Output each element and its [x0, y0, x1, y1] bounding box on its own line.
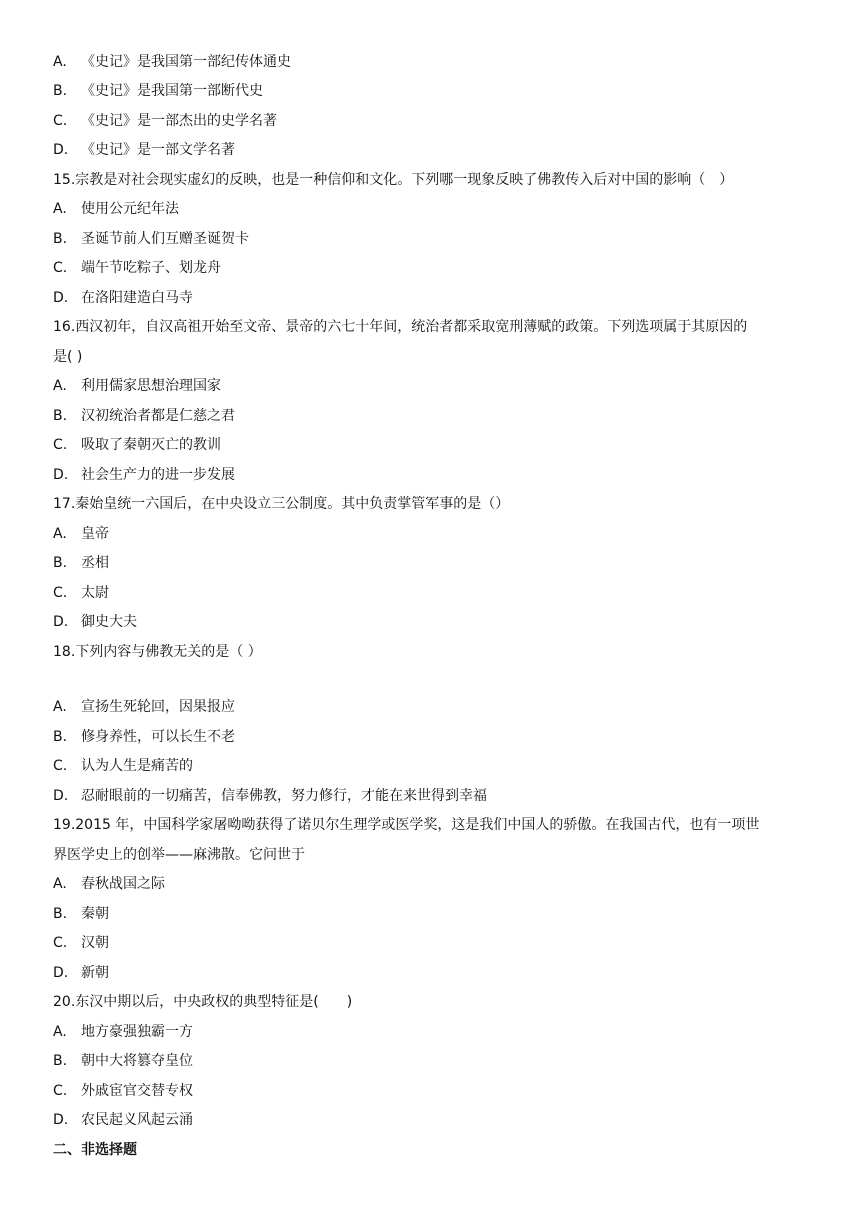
option-line	[53, 756, 193, 776]
option-letter: B.	[53, 729, 68, 745]
option-letter: A.	[53, 201, 67, 217]
option-line	[53, 727, 235, 747]
option-letter: A.	[53, 699, 67, 715]
option-letter: A.	[53, 54, 67, 70]
option-line	[53, 465, 235, 485]
option-text: 丞相	[81, 555, 109, 571]
question-text: 西汉初年，自汉高祖开始至文帝、景帝的六七十年间，统治者都采取宽刑薄赋的政策。下列选项属于其原因的	[75, 319, 748, 335]
option-text: 秦朝	[81, 906, 109, 922]
question-line	[53, 815, 759, 835]
option-letter: B.	[53, 83, 68, 99]
question-number: 17.	[53, 496, 76, 512]
option-letter: C.	[53, 260, 68, 276]
option-line	[53, 786, 487, 806]
option-text: 汉初统治者都是仁慈之君	[81, 408, 235, 424]
option-letter: A.	[53, 378, 67, 394]
option-letter: C.	[53, 585, 68, 601]
option-text: 在洛阳建造白马寺	[81, 290, 193, 306]
option-line	[53, 524, 109, 544]
option-text: 外戚宦官交替专权	[81, 1083, 193, 1099]
option-text: 圣诞节前人们互赠圣诞贺卡	[81, 231, 249, 247]
option-text: 《史记》是一部杰出的史学名著	[81, 113, 277, 129]
question-number: 20.	[53, 994, 76, 1010]
question-line	[53, 642, 262, 662]
question-number: 15.	[53, 172, 76, 188]
option-letter: B.	[53, 231, 68, 247]
option-letter: D.	[53, 614, 69, 630]
option-text: 《史记》是我国第一部纪传体通史	[81, 54, 291, 70]
option-line	[53, 406, 235, 426]
option-letter: D.	[53, 467, 69, 483]
option-line	[53, 376, 221, 396]
option-text: 地方豪强独霸一方	[81, 1024, 193, 1040]
question-text: 界医学史上的创举——麻沸散。它问世于	[53, 847, 305, 863]
option-line	[53, 963, 109, 983]
option-letter: A.	[53, 876, 67, 892]
question-text: 东汉中期以后，中央政权的典型特征是( )	[75, 994, 353, 1010]
question-line	[53, 170, 733, 190]
option-line	[53, 140, 235, 160]
option-text: 认为人生是痛苦的	[81, 758, 193, 774]
option-text: 宣扬生死轮回，因果报应	[81, 699, 235, 715]
question-text: 是( )	[53, 349, 83, 365]
option-text: 《史记》是我国第一部断代史	[81, 83, 263, 99]
option-line	[53, 612, 137, 632]
option-text: 社会生产力的进一步发展	[81, 467, 235, 483]
option-line	[53, 1110, 193, 1130]
option-line	[53, 435, 221, 455]
option-letter: C.	[53, 113, 68, 129]
option-line	[53, 229, 249, 249]
option-line	[53, 1022, 193, 1042]
option-text: 朝中大将篡夺皇位	[81, 1053, 193, 1069]
question-continuation	[53, 845, 305, 865]
option-text: 使用公元纪年法	[81, 201, 179, 217]
option-line	[53, 52, 291, 72]
option-letter: D.	[53, 788, 69, 804]
section-heading: 二、非选择题	[53, 1142, 137, 1158]
option-letter: B.	[53, 906, 68, 922]
question-text: 秦始皇统一六国后，在中央设立三公制度。其中负责掌管军事的是（）	[75, 496, 510, 512]
option-line	[53, 904, 109, 924]
option-text: 利用儒家思想治理国家	[81, 378, 221, 394]
option-letter: B.	[53, 555, 68, 571]
option-line	[53, 874, 165, 894]
option-line	[53, 199, 179, 219]
option-text: 汉朝	[81, 935, 109, 951]
option-line	[53, 258, 221, 278]
option-letter: D.	[53, 1112, 69, 1128]
option-line	[53, 1051, 193, 1071]
option-text: 春秋战国之际	[81, 876, 165, 892]
option-line	[53, 697, 235, 717]
option-text: 忍耐眼前的一切痛苦，信奉佛教，努力修行，才能在来世得到幸福	[81, 788, 487, 804]
option-line	[53, 81, 263, 101]
question-number: 16.	[53, 319, 76, 335]
option-letter: C.	[53, 935, 68, 951]
option-line	[53, 553, 109, 573]
option-letter: C.	[53, 758, 68, 774]
option-text: 农民起义风起云涌	[81, 1112, 193, 1128]
option-letter: B.	[53, 1053, 68, 1069]
option-letter: C.	[53, 1083, 68, 1099]
option-text: 端午节吃粽子、划龙舟	[81, 260, 221, 276]
option-text: 新朝	[81, 965, 109, 981]
question-number: 18.	[53, 644, 76, 660]
question-number: 19.	[53, 817, 76, 833]
question-line	[53, 494, 509, 514]
question-text: 宗教是对社会现实虚幻的反映，也是一种信仰和文化。下列哪一现象反映了佛教传入后对中国的影响（ ）	[75, 172, 734, 188]
option-line	[53, 111, 277, 131]
question-line	[53, 317, 747, 337]
option-text: 太尉	[81, 585, 109, 601]
question-text: 2015 年，中国科学家屠呦呦获得了诺贝尔生理学或医学奖，这是我们中国人的骄傲。在我国古代，也有一项世	[75, 817, 760, 833]
option-text: 修身养性，可以长生不老	[81, 729, 235, 745]
option-letter: C.	[53, 437, 68, 453]
option-letter: A.	[53, 526, 67, 542]
option-line	[53, 583, 109, 603]
option-letter: D.	[53, 965, 69, 981]
option-letter: D.	[53, 290, 69, 306]
option-line	[53, 288, 193, 308]
option-text: 《史记》是一部文学名著	[81, 142, 235, 158]
option-line	[53, 1081, 193, 1101]
option-letter: A.	[53, 1024, 67, 1040]
question-line	[53, 992, 352, 1012]
option-line	[53, 933, 109, 953]
question-text: 下列内容与佛教无关的是（ ）	[75, 644, 262, 660]
option-text: 吸取了秦朝灭亡的教训	[81, 437, 221, 453]
option-letter: B.	[53, 408, 68, 424]
option-text: 皇帝	[81, 526, 109, 542]
question-continuation	[53, 347, 82, 367]
option-text: 御史大夫	[81, 614, 137, 630]
option-letter: D.	[53, 142, 69, 158]
